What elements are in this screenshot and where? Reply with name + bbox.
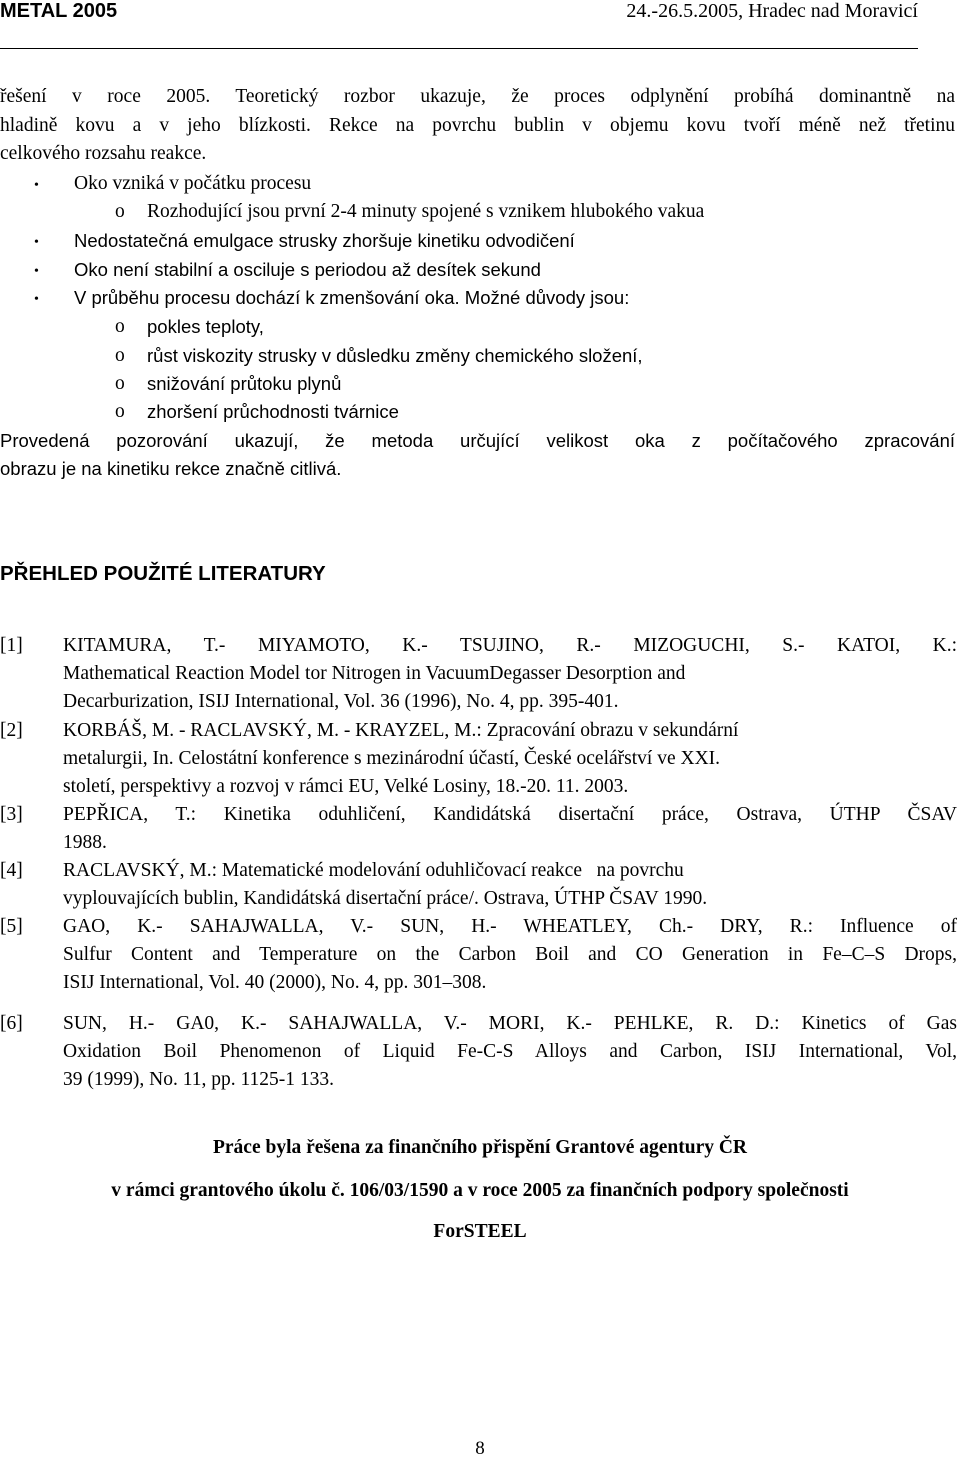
ref-4-line-1: RACLAVSKÝ, M.: Matematické modelování oduhličovací reakce na povrchu — [63, 860, 684, 881]
bullet-item-4-sub-4: zhoršení průchodnosti tvárnice — [147, 401, 399, 422]
bullet-item-2: Nedostatečná emulgace strusky zhoršuje kinetiku odvodičení — [74, 230, 575, 251]
bullet-item-3: Oko není stabilní a osciluje s periodou až desítek sekund — [74, 259, 541, 280]
bullet-mark: • — [34, 235, 39, 250]
bullet-item-4-part-a: V průběhu procesu dochází k zmenšování oka. — [74, 287, 460, 308]
bullet-item-1-sub-1: Rozhodující jsou první 2-4 minuty spojené s vznikem hlubokého vakua — [147, 201, 705, 222]
bullet-mark: • — [34, 292, 39, 307]
sub-bullet-mark: o — [115, 373, 125, 394]
bullet-item-4-sub-3: snižování průtoku plynů — [147, 373, 342, 394]
ref-3-number: [3] — [0, 804, 23, 825]
sub-bullet-mark: o — [115, 345, 125, 366]
ref-5-line-1: GAO, K.- SAHAJWALLA, V.- SUN, H.- WHEATLEY, Ch.- DRY, R.: Influence of — [63, 916, 957, 937]
conclusion-line-2: obrazu je na kinetiku rekce značně citlivá. — [0, 458, 342, 479]
bullet-item-4 — [74, 287, 629, 310]
bullet-item-4-part-b: Možné důvody jsou: — [459, 287, 630, 308]
ref-6-line-1: SUN, H.- GA0, K.- SAHAJWALLA, V.- MORI, K.- PEHLKE, R. D.: Kinetics of Gas — [63, 1013, 957, 1034]
ref-2-line-3: století, perspektivy a rozvoj v rámci EU, Velké Losiny, 18.-20. 11. 2003. — [63, 776, 629, 797]
acknowledgement-line-1: Práce byla řešena za finančního přispění Grantové agentury ČR — [212, 1137, 748, 1158]
bullet-item-4-sub-1: pokles teploty, — [147, 316, 264, 337]
ref-2-line-1: KORBÁŠ, M. - RACLAVSKÝ, M. - KRAYZEL, M.: Zpracování obrazu v sekundární — [63, 720, 739, 741]
ref-6-number: [6] — [0, 1013, 23, 1034]
ref-2-line-2: metalurgii, In. Celostátní konference s mezinárodní účastí, České ocelářství ve XXI. — [63, 748, 721, 769]
ref-3-line-2: 1988. — [63, 832, 107, 853]
ref-1-line-2: Mathematical Reaction Model tor Nitrogen in VacuumDegasser Desorption and — [63, 663, 686, 684]
ref-4-number: [4] — [0, 860, 23, 881]
intro-line-2: hladině kovu a v jeho blízkosti. Rekce na povrchu bublin v objemu kovu tvoří méně než třetinu — [0, 115, 955, 136]
ref-2-number: [2] — [0, 720, 23, 741]
references-heading: PŘEHLED POUŽITÉ LITERATURY — [0, 562, 326, 585]
conclusion-line-1: Provedená pozorování ukazují, že metoda určující velikost oka z počítačového zpracování — [0, 430, 955, 451]
ref-1-line-3: Decarburization, ISIJ International, Vol. 36 (1996), No. 4, pp. 395-401. — [63, 691, 619, 712]
bullet-mark: • — [34, 178, 39, 193]
intro-line-3: celkového rozsahu reakce. — [0, 143, 207, 164]
bullet-item-1: Oko vzniká v počátku procesu — [74, 173, 312, 194]
ref-6-line-3: 39 (1999), No. 11, pp. 1125-1 133. — [63, 1069, 334, 1090]
ref-5-number: [5] — [0, 916, 23, 937]
sub-bullet-mark: o — [115, 316, 125, 337]
ref-1-number: [1] — [0, 635, 23, 656]
ref-5-line-2: Sulfur Content and Temperature on the Carbon Boil and CO Generation in Fe–C–S Drops, — [63, 944, 957, 965]
ref-4-line-2: vyplouvajících bublin, Kandidátská disertační práce/. Ostrava, ÚTHP ČSAV 1990. — [63, 888, 708, 909]
header-conference-title: METAL 2005 — [0, 0, 118, 22]
header-rule — [0, 48, 918, 49]
ref-6-line-2: Oxidation Boil Phenomenon of Liquid Fe-C-S Alloys and Carbon, ISIJ International, Vol, — [63, 1041, 957, 1062]
page-number: 8 — [475, 1438, 485, 1459]
acknowledgement-line-3: ForSTEEL — [433, 1221, 527, 1242]
sub-bullet-mark: o — [115, 201, 125, 222]
bullet-item-4-sub-2: růst viskozity strusky v důsledku změny chemického složení, — [147, 345, 643, 366]
sub-bullet-mark: o — [115, 401, 125, 422]
acknowledgement-line-2: v rámci grantového úkolu č. 106/03/1590 a v roce 2005 za finančních podpory společnosti — [111, 1180, 849, 1201]
ref-5-line-3: ISIJ International, Vol. 40 (2000), No. 4, pp. 301–308. — [63, 972, 487, 993]
intro-line-1: řešení v roce 2005. Teoretický rozbor ukazuje, že proces odplynění probíhá dominantně na — [0, 86, 955, 107]
ref-3-line-1: PEPŘICA, T.: Kinetika oduhličení, Kandidátská disertační práce, Ostrava, ÚTHP ČSAV — [63, 804, 957, 825]
bullet-mark: • — [34, 264, 39, 279]
ref-1-line-1: KITAMURA, T.- MIYAMOTO, K.- TSUJINO, R.- MIZOGUCHI, S.- KATOI, K.: — [63, 635, 957, 656]
header-date-location: 24.-26.5.2005, Hradec nad Moravicí — [626, 0, 918, 22]
